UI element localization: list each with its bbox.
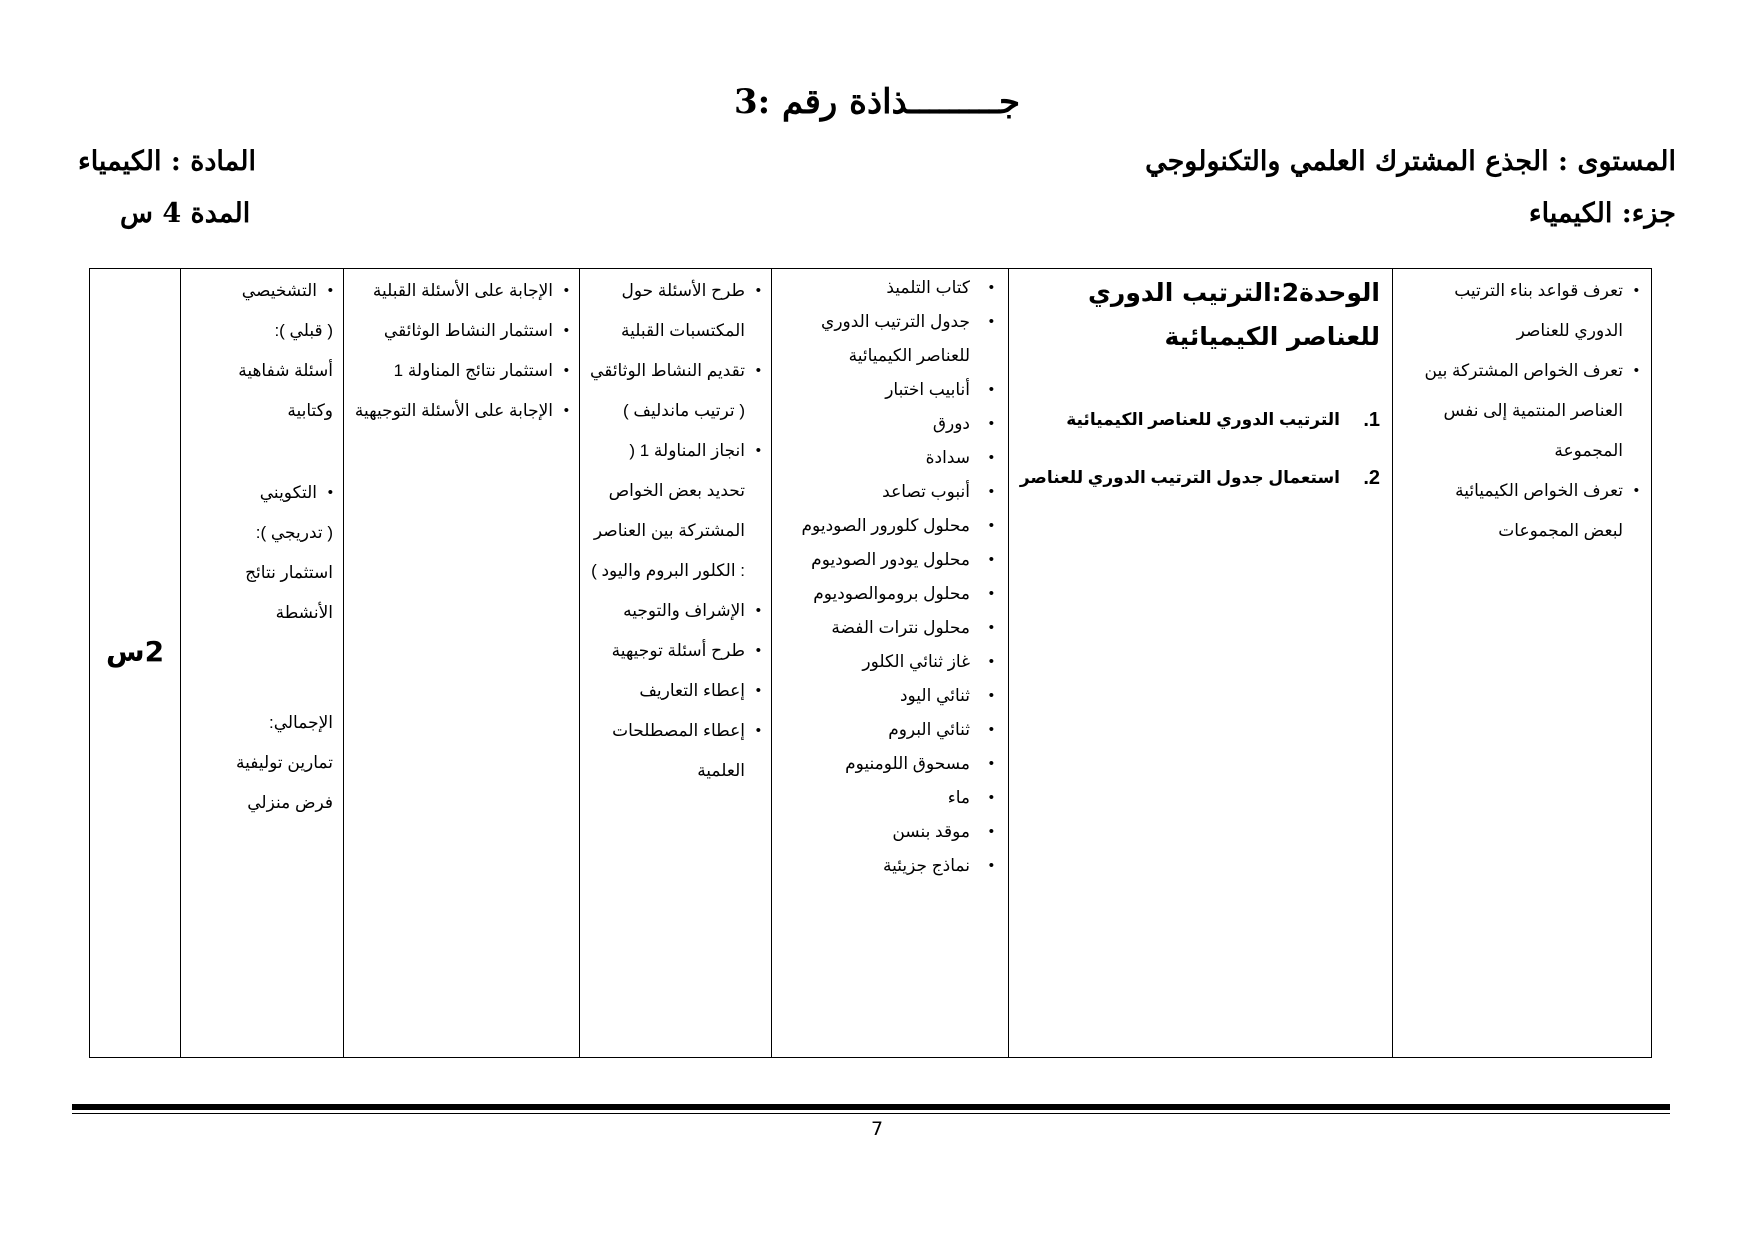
objectives-cell xyxy=(1393,269,1653,551)
material-item: • مسحوق اللومنيوم xyxy=(780,747,1004,781)
student-activity-item: • استثمار نتائج المناولة 1 xyxy=(352,351,569,391)
eval-diagnostic-sub: ( قبلي ): xyxy=(274,321,333,340)
teacher-activity-item: • إعطاء المصطلحات العلمية xyxy=(588,711,761,791)
content-cell xyxy=(1009,269,1392,491)
material-item: • محلول نترات الفضة xyxy=(780,611,1004,645)
evaluation-column xyxy=(180,269,343,1057)
material-item: • موقد بنسن xyxy=(780,815,1004,849)
eval-diagnostic-line: أسئلة شفاهية xyxy=(238,361,333,380)
part-label: جزء: الكيمياء xyxy=(1528,198,1676,229)
duration-label: المدة 4 س xyxy=(120,198,251,229)
material-item: • ثنائي اليود xyxy=(780,679,1004,713)
section-text: الترتيب الدوري للعناصر الكيميائية xyxy=(1066,410,1340,429)
eval-formative-title: • التكويني xyxy=(189,473,333,513)
page-number: 7 xyxy=(870,1118,884,1140)
document-title: جـــــــــذاذة رقم :3 xyxy=(733,82,1021,122)
materials-cell xyxy=(772,269,1008,883)
material-item: • نماذج جزيئية xyxy=(780,849,1004,883)
time-column xyxy=(90,269,180,1057)
section-number: 1. xyxy=(1363,409,1380,431)
section-text: استعمال جدول الترتيب الدوري للعناصر xyxy=(1019,468,1340,487)
material-item: • سدادة xyxy=(780,441,1004,475)
material-item: • محلول كلورور الصوديوم xyxy=(780,509,1004,543)
material-item: • غاز ثنائي الكلور xyxy=(780,645,1004,679)
student-activities-cell xyxy=(344,269,579,431)
material-item: • جدول الترتيب الدوري للعناصر الكيميائية xyxy=(780,305,1004,373)
objective-item: • تعرف الخواص الكيميائية لبعض المجموعات xyxy=(1413,471,1639,551)
teacher-activity-item: • الإشراف والتوجيه xyxy=(588,591,761,631)
subject-label: المادة : الكيمياء xyxy=(78,146,256,177)
teacher-activity-item: • طرح أسئلة توجيهية xyxy=(588,631,761,671)
objective-item: • تعرف الخواص المشتركة بين العناصر المنتمية إلى نفس المجموعة xyxy=(1413,351,1639,471)
student-activities-column xyxy=(343,269,579,1057)
eval-formative-line: استثمار نتائج xyxy=(245,563,333,582)
material-item: • دورق xyxy=(780,407,1004,441)
material-item: • أنابيب اختبار xyxy=(780,373,1004,407)
objective-item: • تعرف قواعد بناء الترتيب الدوري للعناصر xyxy=(1413,271,1639,351)
content-column xyxy=(1008,269,1392,1057)
unit-title-line: الوحدة2:الترتيب الدوري xyxy=(1088,278,1380,307)
student-activity-item: • الإجابة على الأسئلة التوجيهية xyxy=(352,391,569,431)
content-section-item xyxy=(1017,465,1380,491)
material-item: • كتاب التلميذ xyxy=(780,271,1004,305)
material-item: • أنبوب تصاعد xyxy=(780,475,1004,509)
teacher-activities-cell xyxy=(580,269,771,791)
teacher-activity-item: • طرح الأسئلة حول المكتسبات القبلية xyxy=(588,271,761,351)
material-item: • ماء xyxy=(780,781,1004,815)
evaluation-cell xyxy=(181,269,343,823)
lesson-table xyxy=(89,268,1652,1058)
material-item: • محلول بروموالصوديوم xyxy=(780,577,1004,611)
section-number: 2. xyxy=(1363,467,1380,489)
eval-diagnostic-title: • التشخيصي xyxy=(189,271,333,311)
content-section-item xyxy=(1017,407,1380,433)
student-activity-item: • استثمار النشاط الوثائقي xyxy=(352,311,569,351)
student-activity-item: • الإجابة على الأسئلة القبلية xyxy=(352,271,569,311)
materials-column xyxy=(771,269,1008,1057)
eval-summative-line: تمارين توليفية xyxy=(235,753,333,772)
material-item: • ثنائي البروم xyxy=(780,713,1004,747)
teacher-activity-item: • انجاز المناولة 1 ( تحديد بعض الخواص المشتركة بين العناصر : الكلور البروم واليود ) xyxy=(588,431,761,591)
objectives-column xyxy=(1392,269,1653,1057)
time-value: 2س xyxy=(105,635,165,668)
material-item: • محلول يودور الصوديوم xyxy=(780,543,1004,577)
teacher-activity-item: • تقديم النشاط الوثائقي ( ترتيب ماندليف ) xyxy=(588,351,761,431)
level-label: المستوى : الجذع المشترك العلمي والتكنولوجي xyxy=(1145,146,1676,177)
eval-formative-sub: ( تدريجي ): xyxy=(255,523,333,542)
footer-rule xyxy=(72,1104,1670,1110)
teacher-activities-column xyxy=(579,269,771,1057)
teacher-activity-item: • إعطاء التعاريف xyxy=(588,671,761,711)
eval-diagnostic-line: وكتابية xyxy=(287,401,333,420)
eval-summative-title: الإجمالي: xyxy=(268,713,333,732)
unit-title-line: للعناصر الكيميائية xyxy=(1164,322,1380,351)
footer-rule-thin xyxy=(72,1113,1670,1114)
eval-formative-line: الأنشطة xyxy=(275,603,333,622)
eval-summative-line: فرض منزلي xyxy=(247,793,333,812)
